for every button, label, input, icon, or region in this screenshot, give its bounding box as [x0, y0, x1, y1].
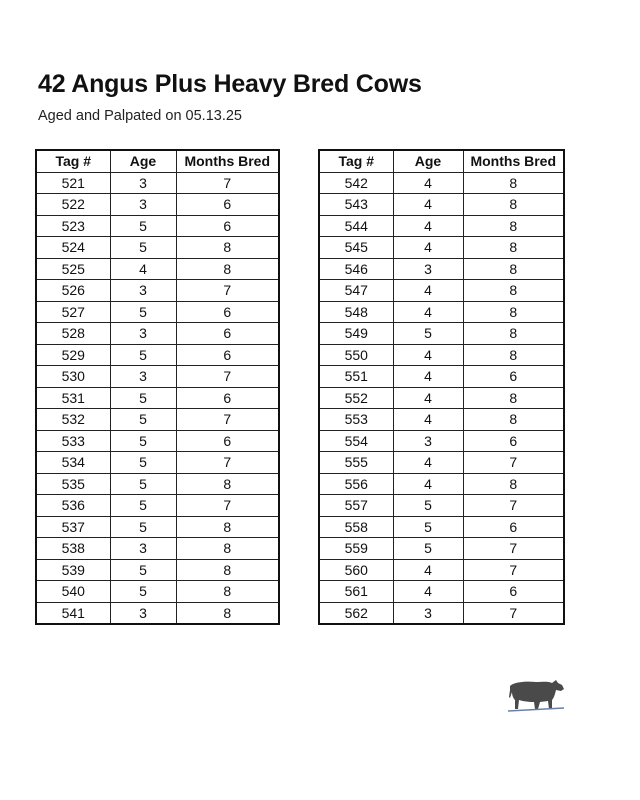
tag-cell: 533 — [36, 430, 110, 452]
age-cell: 5 — [110, 387, 176, 409]
column-header-age: Age — [393, 150, 463, 172]
months-bred-cell: 7 — [463, 559, 564, 581]
tag-cell: 532 — [36, 409, 110, 431]
cow-table-left — [35, 149, 280, 625]
tag-cell: 537 — [36, 516, 110, 538]
tag-cell: 551 — [319, 366, 393, 388]
tag-cell: 540 — [36, 581, 110, 603]
months-bred-cell: 7 — [463, 602, 564, 624]
tag-cell: 562 — [319, 602, 393, 624]
tag-cell: 557 — [319, 495, 393, 517]
age-cell: 5 — [110, 430, 176, 452]
tag-cell: 554 — [319, 430, 393, 452]
table-row — [36, 516, 279, 538]
table-row — [36, 473, 279, 495]
age-cell: 3 — [393, 602, 463, 624]
months-bred-cell: 8 — [463, 194, 564, 216]
months-bred-cell: 6 — [463, 581, 564, 603]
months-bred-cell: 6 — [176, 301, 279, 323]
table-row — [36, 323, 279, 345]
tag-cell: 541 — [36, 602, 110, 624]
page-title: 42 Angus Plus Heavy Bred Cows — [38, 70, 422, 98]
months-bred-cell: 8 — [463, 387, 564, 409]
age-cell: 5 — [393, 516, 463, 538]
tag-cell: 558 — [319, 516, 393, 538]
months-bred-cell: 8 — [463, 473, 564, 495]
age-cell: 3 — [110, 194, 176, 216]
tag-cell: 531 — [36, 387, 110, 409]
age-cell: 5 — [110, 409, 176, 431]
months-bred-cell: 8 — [463, 344, 564, 366]
table-row — [319, 237, 564, 259]
tag-cell: 556 — [319, 473, 393, 495]
cow-table-right — [318, 149, 565, 625]
table-header-row — [319, 150, 564, 172]
age-cell: 3 — [393, 258, 463, 280]
table-row — [319, 581, 564, 603]
months-bred-cell: 8 — [176, 581, 279, 603]
table-row — [319, 473, 564, 495]
tag-cell: 526 — [36, 280, 110, 302]
table-row — [319, 409, 564, 431]
age-cell: 5 — [110, 215, 176, 237]
age-cell: 5 — [393, 495, 463, 517]
months-bred-cell: 6 — [463, 366, 564, 388]
table-row — [319, 366, 564, 388]
table-row — [36, 602, 279, 624]
tag-cell: 560 — [319, 559, 393, 581]
months-bred-cell: 6 — [176, 387, 279, 409]
table-row — [36, 452, 279, 474]
age-cell: 5 — [110, 344, 176, 366]
months-bred-cell: 8 — [463, 280, 564, 302]
tag-cell: 559 — [319, 538, 393, 560]
table-row — [36, 495, 279, 517]
months-bred-cell: 8 — [176, 559, 279, 581]
table-row — [36, 258, 279, 280]
age-cell: 4 — [393, 452, 463, 474]
tag-cell: 534 — [36, 452, 110, 474]
table-row — [36, 194, 279, 216]
age-cell: 5 — [110, 452, 176, 474]
tag-cell: 538 — [36, 538, 110, 560]
age-cell: 4 — [110, 258, 176, 280]
age-cell: 3 — [393, 430, 463, 452]
table-row — [319, 323, 564, 345]
column-header-tag: Tag # — [319, 150, 393, 172]
months-bred-cell: 8 — [176, 258, 279, 280]
table-row — [319, 516, 564, 538]
tag-cell: 542 — [319, 172, 393, 194]
age-cell: 5 — [110, 516, 176, 538]
table-row — [36, 581, 279, 603]
tag-cell: 543 — [319, 194, 393, 216]
age-cell: 4 — [393, 301, 463, 323]
table-row — [319, 602, 564, 624]
months-bred-cell: 6 — [463, 516, 564, 538]
table-row — [319, 538, 564, 560]
tag-cell: 545 — [319, 237, 393, 259]
table-row — [319, 301, 564, 323]
tag-cell: 539 — [36, 559, 110, 581]
age-cell: 4 — [393, 280, 463, 302]
table-row — [36, 387, 279, 409]
table-row — [319, 172, 564, 194]
table-row — [36, 344, 279, 366]
tag-cell: 536 — [36, 495, 110, 517]
months-bred-cell: 8 — [463, 323, 564, 345]
months-bred-cell: 7 — [176, 280, 279, 302]
age-cell: 4 — [393, 237, 463, 259]
tag-cell: 546 — [319, 258, 393, 280]
age-cell: 5 — [110, 581, 176, 603]
table-row — [319, 344, 564, 366]
tag-cell: 550 — [319, 344, 393, 366]
months-bred-cell: 8 — [463, 172, 564, 194]
age-cell: 3 — [110, 323, 176, 345]
table-row — [36, 409, 279, 431]
tag-cell: 555 — [319, 452, 393, 474]
age-cell: 5 — [393, 323, 463, 345]
age-cell: 3 — [110, 602, 176, 624]
table-row — [319, 495, 564, 517]
months-bred-cell: 6 — [176, 323, 279, 345]
column-header-tag: Tag # — [36, 150, 110, 172]
tag-cell: 521 — [36, 172, 110, 194]
months-bred-cell: 7 — [463, 495, 564, 517]
age-cell: 5 — [110, 237, 176, 259]
months-bred-cell: 7 — [463, 452, 564, 474]
months-bred-cell: 8 — [176, 473, 279, 495]
tag-cell: 523 — [36, 215, 110, 237]
table-row — [36, 237, 279, 259]
table-row — [319, 387, 564, 409]
months-bred-cell: 7 — [176, 495, 279, 517]
age-cell: 4 — [393, 409, 463, 431]
tag-cell: 547 — [319, 280, 393, 302]
age-cell: 5 — [110, 473, 176, 495]
tag-cell: 535 — [36, 473, 110, 495]
age-cell: 4 — [393, 366, 463, 388]
table-row — [36, 280, 279, 302]
tag-cell: 527 — [36, 301, 110, 323]
table-row — [319, 430, 564, 452]
age-cell: 3 — [110, 366, 176, 388]
cow-silhouette-icon — [506, 676, 566, 714]
age-cell: 3 — [110, 172, 176, 194]
months-bred-cell: 8 — [463, 409, 564, 431]
column-header-age: Age — [110, 150, 176, 172]
months-bred-cell: 8 — [176, 516, 279, 538]
tag-cell: 525 — [36, 258, 110, 280]
column-header-months-bred: Months Bred — [176, 150, 279, 172]
age-cell: 3 — [110, 280, 176, 302]
months-bred-cell: 7 — [176, 409, 279, 431]
table-row — [319, 194, 564, 216]
months-bred-cell: 6 — [176, 215, 279, 237]
page-subtitle: Aged and Palpated on 05.13.25 — [38, 108, 242, 124]
months-bred-cell: 8 — [176, 237, 279, 259]
months-bred-cell: 8 — [176, 538, 279, 560]
table-header-row — [36, 150, 279, 172]
column-header-months-bred: Months Bred — [463, 150, 564, 172]
age-cell: 5 — [110, 559, 176, 581]
age-cell: 4 — [393, 344, 463, 366]
tag-cell: 530 — [36, 366, 110, 388]
tag-cell: 544 — [319, 215, 393, 237]
age-cell: 4 — [393, 172, 463, 194]
age-cell: 4 — [393, 581, 463, 603]
months-bred-cell: 8 — [463, 258, 564, 280]
months-bred-cell: 6 — [176, 430, 279, 452]
months-bred-cell: 6 — [463, 430, 564, 452]
age-cell: 3 — [110, 538, 176, 560]
table-row — [36, 430, 279, 452]
tag-cell: 524 — [36, 237, 110, 259]
age-cell: 5 — [110, 301, 176, 323]
table-row — [319, 280, 564, 302]
age-cell: 4 — [393, 194, 463, 216]
table-row — [36, 366, 279, 388]
tag-cell: 561 — [319, 581, 393, 603]
table-row — [36, 538, 279, 560]
age-cell: 4 — [393, 473, 463, 495]
months-bred-cell: 7 — [463, 538, 564, 560]
table-row — [319, 258, 564, 280]
months-bred-cell: 8 — [176, 602, 279, 624]
tag-cell: 549 — [319, 323, 393, 345]
tag-cell: 552 — [319, 387, 393, 409]
tag-cell: 522 — [36, 194, 110, 216]
table-row — [319, 215, 564, 237]
age-cell: 4 — [393, 559, 463, 581]
months-bred-cell: 7 — [176, 452, 279, 474]
months-bred-cell: 6 — [176, 194, 279, 216]
months-bred-cell: 7 — [176, 172, 279, 194]
tag-cell: 528 — [36, 323, 110, 345]
months-bred-cell: 8 — [463, 237, 564, 259]
age-cell: 4 — [393, 215, 463, 237]
tag-cell: 548 — [319, 301, 393, 323]
age-cell: 5 — [110, 495, 176, 517]
table-row — [319, 452, 564, 474]
months-bred-cell: 8 — [463, 301, 564, 323]
table-row — [36, 559, 279, 581]
tag-cell: 529 — [36, 344, 110, 366]
months-bred-cell: 7 — [176, 366, 279, 388]
tag-cell: 553 — [319, 409, 393, 431]
table-row — [36, 215, 279, 237]
months-bred-cell: 6 — [176, 344, 279, 366]
table-row — [36, 172, 279, 194]
table-row — [36, 301, 279, 323]
age-cell: 5 — [393, 538, 463, 560]
table-row — [319, 559, 564, 581]
age-cell: 4 — [393, 387, 463, 409]
months-bred-cell: 8 — [463, 215, 564, 237]
